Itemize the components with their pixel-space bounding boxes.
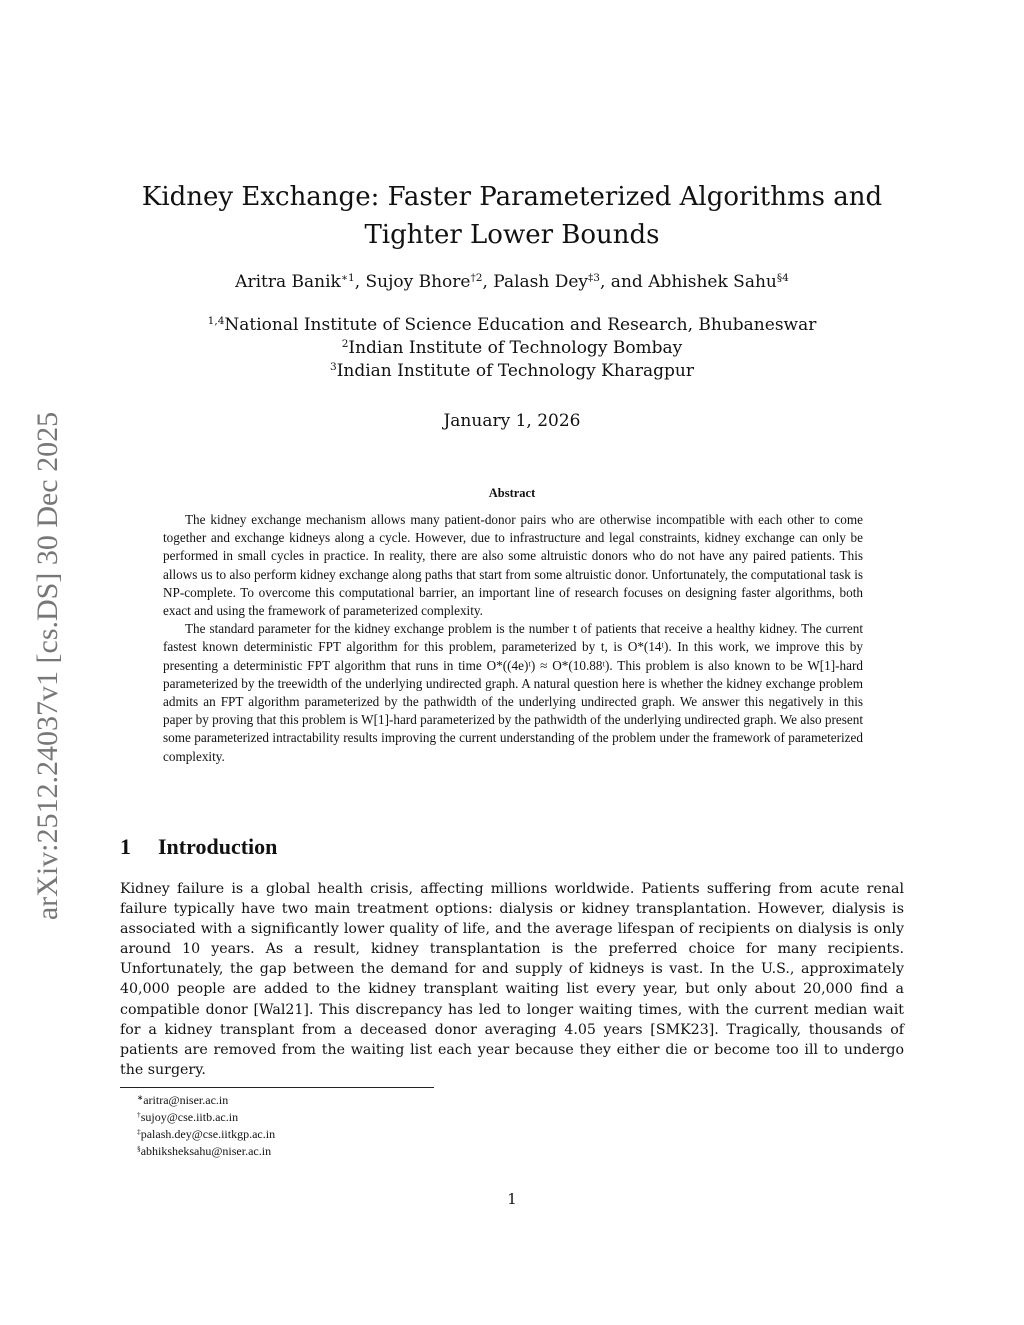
author: Sujoy Bhore$^{\dagger 2}$ bbox=[365, 272, 483, 292]
footnote: †sujoy@cse.iitb.ac.in bbox=[137, 1109, 239, 1124]
footnote-list bbox=[137, 1092, 275, 1160]
footnote: ∗aritra@niser.ac.in bbox=[137, 1092, 229, 1107]
title-line-1: Kidney Exchange: Faster Parameterized Algorithms and bbox=[141, 182, 883, 212]
author: Abhishek Sahu$^{\S 4}$ bbox=[648, 272, 789, 292]
footnote: ‡palash.dey@cse.iitkgp.ac.in bbox=[137, 1126, 276, 1141]
page-number: 1 bbox=[507, 1190, 517, 1208]
publication-date: January 1, 2026 bbox=[443, 411, 581, 431]
footnote-divider bbox=[120, 1087, 434, 1088]
paper-title bbox=[130, 178, 894, 254]
section-heading bbox=[120, 834, 277, 860]
abstract-paragraph: The kidney exchange mechanism allows many patient-donor pairs who are otherwise incompatible with each other to come together and exchange kidneys along a cycle. However, due to infrastructure and legal constraints, kidney exchange can only be performed in small cycles in practice. In reality, there are also some altruistic donors who do not have any paired patients. This allows us to also perform kidney exchange along paths that start from some altruistic donor. Unfortunately, the computational task is NP-complete. To overcome this computational barrier, an important line of research focuses on designing faster algorithms, both exact and using the framework of parameterized complexity. bbox=[163, 512, 863, 619]
abstract-body bbox=[163, 511, 863, 766]
arxiv-identifier-stamp: arXiv:2512.24037v1 [cs.DS] 30 Dec 2025 bbox=[31, 411, 64, 921]
introduction-paragraph: Kidney failure is a global health crisis, affecting millions worldwide. Patients suffering from acute renal failure typically have two main treatment options: dialysis or kidney transplantation. However, dialysis is associated with a significantly lower quality of life, and the average lifespan of recipients on dialysis is only around 10 years. As a result, kidney transplantation is the preferred choice for many recipients. Unfortunately, the gap between the demand for and supply of kidneys is vast. In the U.S., approximately 40,000 people are added to the kidney transplant waiting list every year, but only about 20,000 find a compatible donor [Wal21]. This discrepancy has led to longer waiting times, with the current median wait for a kidney transplant from a deceased donor averaging 4.05 years [SMK23]. Tragically, thousands of patients are removed from the waiting list each year because they either die or become too ill to undergo the surgery. bbox=[120, 881, 904, 1078]
abstract-paragraph: The standard parameter for the kidney exchange problem is the number t of patients that receive a healthy kidney. The current fastest known deterministic FPT algorithm for this problem, parameterized by t, is O*(14ᵗ). In this work, we improve this by presenting a deterministic FPT algorithm that runs in time O*((4e)ᵗ) ≈ O*(10.88ᵗ). This problem is also known to be W[1]-hard parameterized by the treewidth of the underlying undirected graph. A natural question here is whether the kidney exchange problem admits an FPT algorithm parameterized by the pathwidth of the underlying undirected graph. We answer this negatively in this paper by proving that this problem is W[1]-hard parameterized by the pathwidth of the underlying undirected graph. We also present some parameterized intractability results improving the current understanding of the problem under the framework of parameterized complexity. bbox=[163, 621, 863, 764]
title-line-2: Tighter Lower Bounds bbox=[364, 220, 660, 250]
section-title: Introduction bbox=[158, 834, 278, 859]
abstract-heading: Abstract bbox=[488, 486, 536, 500]
section-number: 1 bbox=[120, 834, 131, 859]
author: Palash Dey$^{\ddagger 3}$ bbox=[493, 272, 600, 292]
footnote: §abhiksheksahu@niser.ac.in bbox=[137, 1143, 272, 1158]
affiliation-list bbox=[0, 314, 1024, 383]
author-list: Aritra Banik$^{∗1}$, Sujoy Bhore$^{\dagger 2}$, Palash Dey$^{\ddagger 3}$, and Abhishek Sahu$^{\S 4}$ bbox=[235, 272, 789, 292]
author: Aritra Banik$^{∗1}$ bbox=[235, 272, 355, 292]
affiliation: $^2$Indian Institute of Technology Bombay bbox=[341, 338, 683, 358]
affiliation: $^{1,4}$National Institute of Science Education and Research, Bhubaneswar bbox=[207, 315, 817, 335]
affiliation: $^3$Indian Institute of Technology Kharagpur bbox=[329, 361, 695, 381]
